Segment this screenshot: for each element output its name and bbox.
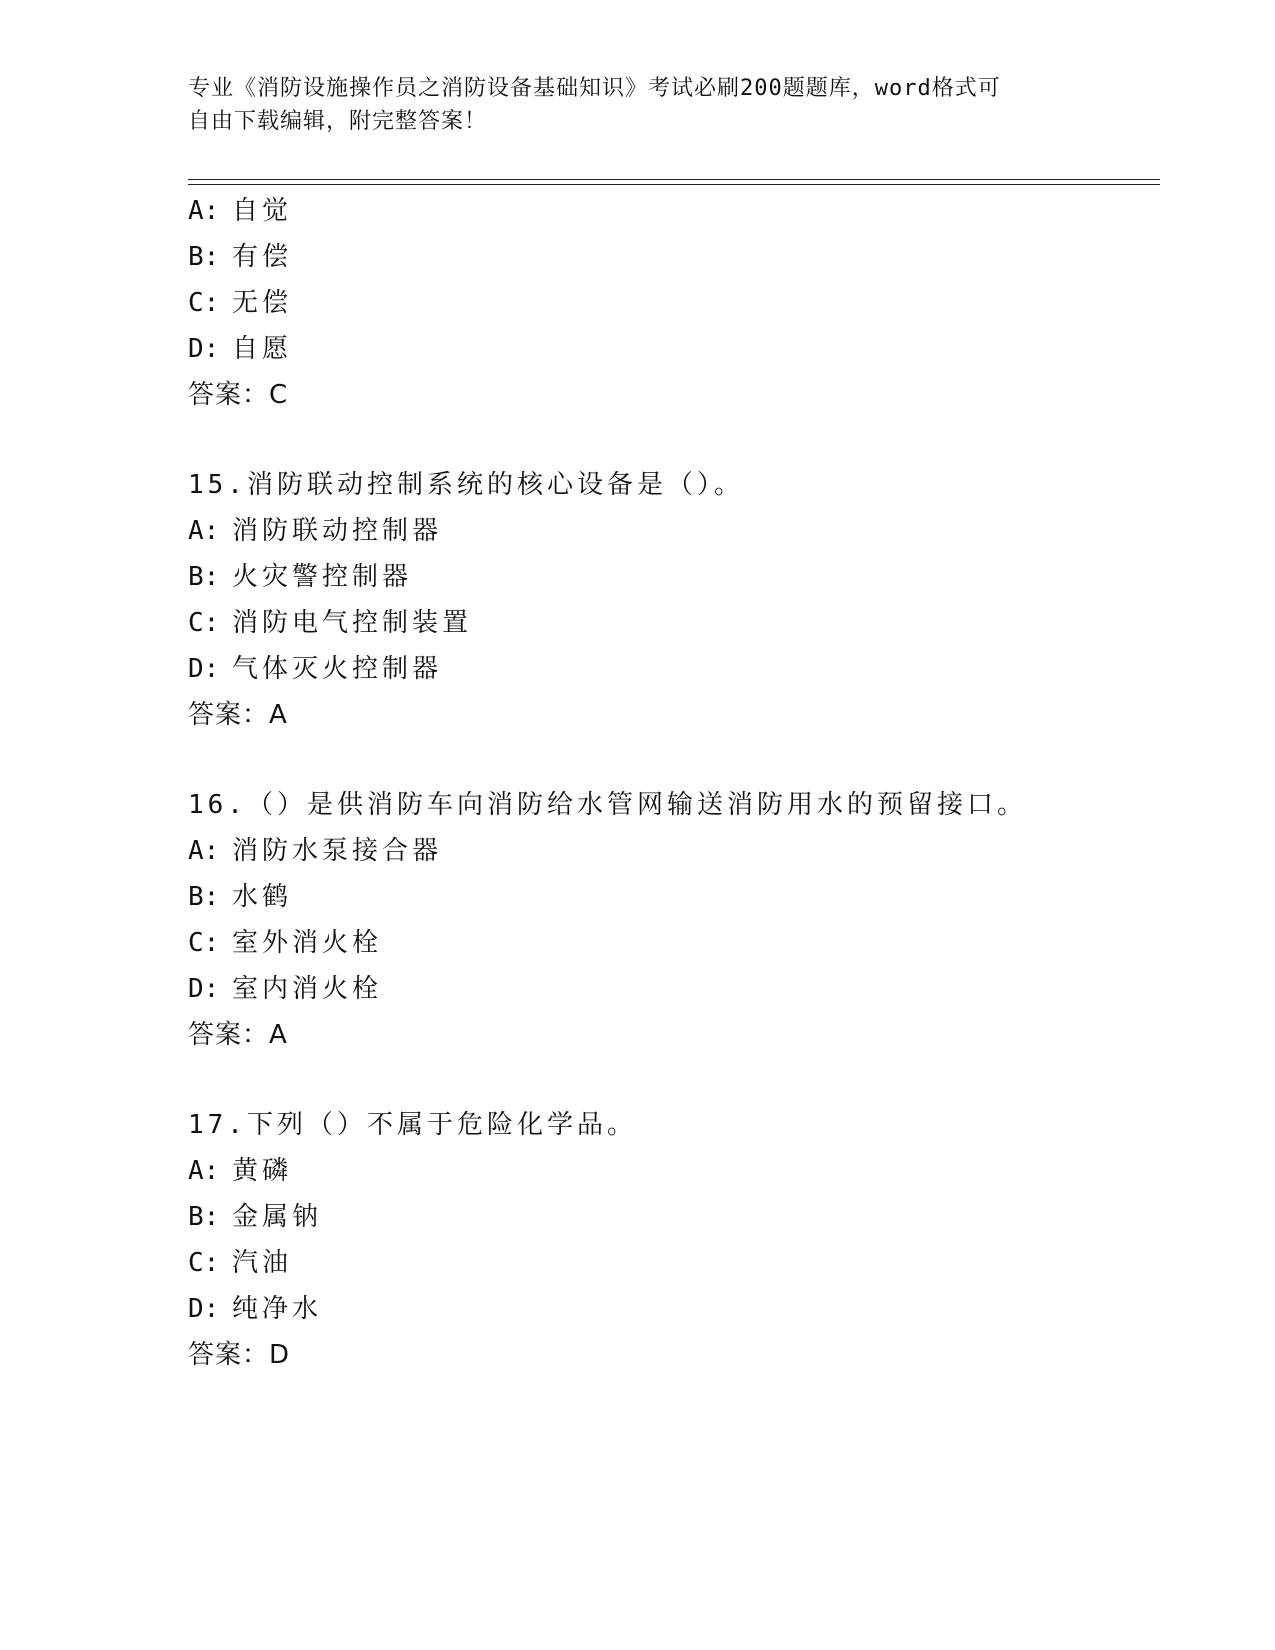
option-d	[188, 326, 1148, 372]
option-letter: C:	[188, 288, 220, 318]
option-text: 气体灭火控制器	[232, 654, 443, 684]
option-b	[188, 234, 1148, 280]
option-text: 无偿	[232, 288, 293, 318]
option-letter: D:	[188, 1294, 220, 1324]
option-text: 金属钠	[232, 1202, 323, 1232]
option-d	[188, 966, 1148, 1012]
question-list	[188, 188, 1148, 1378]
option-letter: C:	[188, 608, 220, 638]
option-a	[188, 828, 1148, 874]
answer-line: 答案：C	[188, 380, 289, 410]
option-text: 室内消火栓	[232, 974, 383, 1004]
question-stem: 16.（）是供消防车向消防给水管网输送消防用水的预留接口。	[188, 790, 1027, 820]
question-block-16	[188, 782, 1148, 1058]
option-letter: B:	[188, 1202, 220, 1232]
option-text: 自觉	[232, 196, 293, 226]
option-letter: A:	[188, 196, 220, 226]
header-divider-top	[188, 179, 1160, 180]
document-header	[188, 72, 1068, 138]
option-text: 室外消火栓	[232, 928, 383, 958]
answer-line: 答案：D	[188, 1340, 291, 1370]
option-a	[188, 508, 1148, 554]
option-b	[188, 1194, 1148, 1240]
option-c	[188, 600, 1148, 646]
question-stem: 15.消防联动控制系统的核心设备是（）。	[188, 470, 744, 500]
option-text: 消防电气控制装置	[232, 608, 473, 638]
option-letter: B:	[188, 882, 220, 912]
question-block-15	[188, 462, 1148, 738]
header-line-1: 专业《消防设施操作员之消防设备基础知识》考试必刷200题题库，word格式可	[188, 76, 1001, 101]
option-letter: A:	[188, 836, 220, 866]
spacer	[188, 418, 1148, 462]
option-d	[188, 1286, 1148, 1332]
option-letter: A:	[188, 516, 220, 546]
option-letter: D:	[188, 654, 220, 684]
option-text: 有偿	[232, 242, 293, 272]
spacer	[188, 738, 1148, 782]
option-d	[188, 646, 1148, 692]
option-letter: D:	[188, 334, 220, 364]
header-divider-bottom	[188, 184, 1160, 185]
option-letter: D:	[188, 974, 220, 1004]
answer-line: 答案：A	[188, 1020, 288, 1050]
option-letter: C:	[188, 928, 220, 958]
answer-line: 答案：A	[188, 700, 288, 730]
option-letter: A:	[188, 1156, 220, 1186]
option-text: 黄磷	[232, 1156, 293, 1186]
header-line-2: 自由下载编辑，附完整答案！	[188, 109, 488, 134]
option-letter: C:	[188, 1248, 220, 1278]
option-b	[188, 874, 1148, 920]
question-block-17	[188, 1102, 1148, 1378]
option-text: 汽油	[232, 1248, 293, 1278]
option-text: 火灾警控制器	[232, 562, 413, 592]
option-text: 消防联动控制器	[232, 516, 443, 546]
option-text: 自愿	[232, 334, 293, 364]
option-c	[188, 920, 1148, 966]
option-text: 纯净水	[232, 1294, 323, 1324]
option-c	[188, 1240, 1148, 1286]
question-block-14	[188, 188, 1148, 418]
option-a	[188, 188, 1148, 234]
option-a	[188, 1148, 1148, 1194]
option-c	[188, 280, 1148, 326]
option-text: 消防水泵接合器	[232, 836, 443, 866]
option-text: 水鹤	[232, 882, 293, 912]
option-b	[188, 554, 1148, 600]
option-letter: B:	[188, 242, 220, 272]
spacer	[188, 1058, 1148, 1102]
option-letter: B:	[188, 562, 220, 592]
question-stem: 17.下列（）不属于危险化学品。	[188, 1110, 637, 1140]
